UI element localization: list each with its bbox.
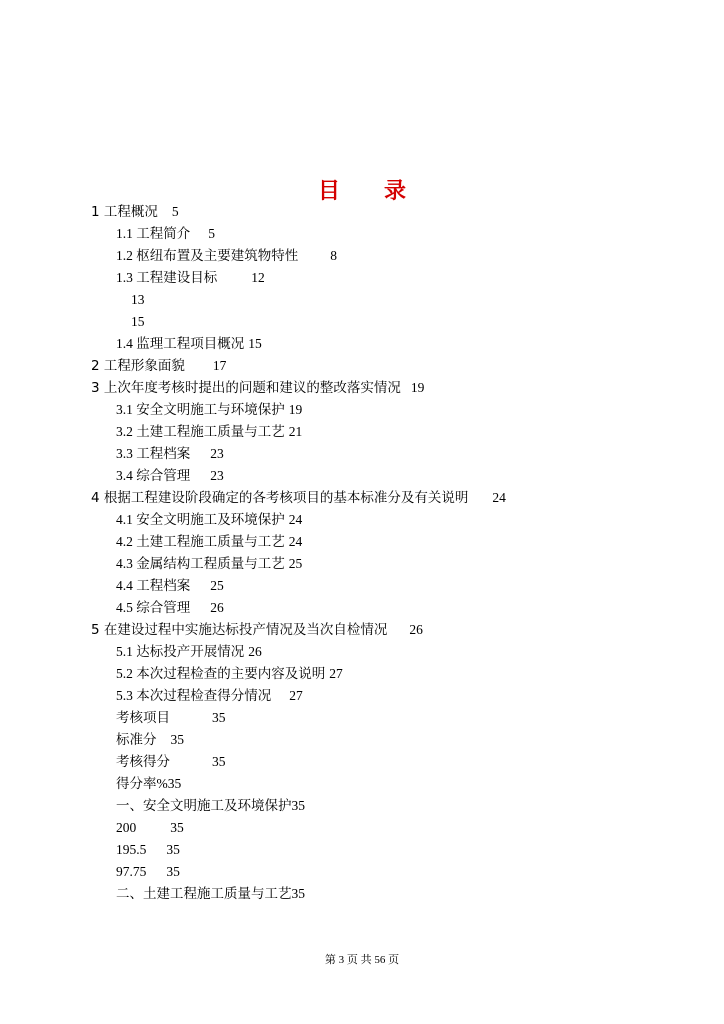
toc-entry-page: 35 bbox=[170, 820, 184, 835]
toc-entry-page: 35 bbox=[212, 710, 226, 725]
toc-entry-page: 8 bbox=[330, 248, 337, 263]
toc-entry-page: 27 bbox=[289, 688, 303, 703]
toc-entry-page: 17 bbox=[212, 358, 227, 373]
page-footer: 第 3 页 共 56 页 bbox=[324, 954, 400, 966]
toc-entry-page: 12 bbox=[251, 270, 265, 285]
toc-entry-4[interactable] bbox=[91, 487, 506, 509]
toc-entry-1-3[interactable] bbox=[116, 267, 265, 289]
toc-entry-5-1[interactable] bbox=[116, 641, 262, 663]
toc-entry-label: 4.3 金属结构工程质量与工艺 bbox=[116, 556, 285, 571]
toc-entry-label: 1.4 监理工程项目概况 bbox=[116, 336, 245, 351]
toc-entry-label: 一、安全文明施工及环境保护 bbox=[116, 798, 292, 813]
toc-entry-page: 24 bbox=[492, 490, 506, 505]
toc-entry-page: 35 bbox=[166, 864, 180, 879]
toc-entry-sub-1[interactable] bbox=[116, 707, 226, 729]
toc-entry-5-2[interactable] bbox=[116, 663, 343, 685]
toc-entry-page: 35 bbox=[167, 776, 182, 791]
toc-entry-3-1[interactable] bbox=[116, 399, 302, 421]
toc-entry-orphan-2[interactable] bbox=[131, 311, 145, 333]
toc-entry-4-3[interactable] bbox=[116, 553, 302, 575]
toc-entry-1-2[interactable] bbox=[116, 245, 337, 267]
toc-entry-label: 4.1 安全文明施工及环境保护 bbox=[116, 512, 285, 527]
toc-entry-orphan-1[interactable] bbox=[131, 289, 145, 311]
toc-entry-sub-6[interactable] bbox=[116, 817, 184, 839]
toc-entry-page: 15 bbox=[131, 314, 145, 329]
toc-entry-3[interactable] bbox=[91, 377, 424, 399]
toc-entry-4-4[interactable] bbox=[116, 575, 224, 597]
toc-entry-page: 19 bbox=[410, 380, 425, 395]
toc-entry-page: 15 bbox=[248, 336, 262, 351]
toc-entry-label: 二、土建工程施工质量与工艺 bbox=[116, 886, 292, 901]
toc-entry-page: 26 bbox=[210, 600, 224, 615]
toc-entry-page: 26 bbox=[409, 622, 423, 637]
toc-entry-page: 23 bbox=[210, 468, 224, 483]
toc-entry-3-2[interactable] bbox=[116, 421, 302, 443]
toc-entry-5[interactable] bbox=[91, 619, 423, 641]
toc-entry-3-4[interactable] bbox=[116, 465, 224, 487]
toc-entry-1[interactable] bbox=[91, 201, 179, 223]
toc-entry-page: 24 bbox=[288, 512, 303, 527]
toc-entry-label: 考核项目 bbox=[116, 710, 170, 725]
toc-entry-label: 195.5 bbox=[116, 842, 147, 857]
toc-entry-label: 标准分 bbox=[116, 732, 157, 747]
toc-entry-4-1[interactable] bbox=[116, 509, 302, 531]
toc-entry-page: 5 bbox=[208, 226, 215, 241]
toc-entry-label: 3 上次年度考核时提出的问题和建议的整改落实情况 bbox=[91, 380, 401, 396]
toc-entry-label: 4.4 工程档案 bbox=[116, 578, 191, 593]
toc-entry-label: 5.3 本次过程检查得分情况 bbox=[116, 688, 272, 703]
toc-entry-page: 35 bbox=[291, 886, 305, 901]
toc-entry-sub-9[interactable] bbox=[116, 883, 305, 905]
toc-entry-page: 13 bbox=[131, 292, 145, 307]
toc-entry-2[interactable] bbox=[91, 355, 226, 377]
toc-entry-sub-2[interactable] bbox=[116, 729, 184, 751]
toc-entry-3-3[interactable] bbox=[116, 443, 224, 465]
toc-entry-1-4[interactable] bbox=[116, 333, 262, 355]
toc-entry-4-5[interactable] bbox=[116, 597, 224, 619]
toc-entry-sub-5[interactable] bbox=[116, 795, 305, 817]
toc-entry-label: 得分率% bbox=[116, 776, 168, 791]
toc-entry-sub-7[interactable] bbox=[116, 839, 180, 861]
toc-entry-page: 35 bbox=[170, 732, 184, 747]
toc-entry-label: 4 根据工程建设阶段确定的各考核项目的基本标准分及有关说明 bbox=[91, 490, 469, 506]
toc-entry-label: 1.2 枢纽布置及主要建筑物特性 bbox=[116, 248, 299, 263]
toc-entry-page: 19 bbox=[288, 402, 303, 417]
toc-entry-label: 3.2 土建工程施工质量与工艺 bbox=[116, 424, 285, 439]
toc-entry-label: 97.75 bbox=[116, 864, 147, 879]
toc-entry-sub-3[interactable] bbox=[116, 751, 226, 773]
toc-entry-page: 35 bbox=[166, 842, 180, 857]
toc-entry-page: 23 bbox=[210, 446, 224, 461]
toc-entry-label: 200 bbox=[116, 820, 137, 835]
toc-title-char-2: 录 bbox=[384, 178, 407, 204]
toc-entry-page: 5 bbox=[171, 204, 179, 219]
toc-entry-page: 21 bbox=[288, 424, 303, 439]
toc-entry-sub-4[interactable] bbox=[116, 773, 181, 795]
toc-entry-label: 3.1 安全文明施工与环境保护 bbox=[116, 402, 285, 417]
toc-entry-label: 1 工程概况 bbox=[91, 204, 158, 220]
toc-entry-sub-8[interactable] bbox=[116, 861, 180, 883]
toc-entry-page: 35 bbox=[291, 798, 305, 813]
toc-entry-label: 4.5 综合管理 bbox=[116, 600, 191, 615]
toc-entry-page: 27 bbox=[329, 666, 343, 681]
toc-entry-label: 考核得分 bbox=[116, 754, 170, 769]
toc-entry-4-2[interactable] bbox=[116, 531, 302, 553]
toc-entry-label: 5.1 达标投产开展情况 bbox=[116, 644, 245, 659]
toc-entry-label: 3.4 综合管理 bbox=[116, 468, 191, 483]
toc-entry-1-1[interactable] bbox=[116, 223, 215, 245]
toc-entry-label: 1.3 工程建设目标 bbox=[116, 270, 218, 285]
toc-entry-label: 3.3 工程档案 bbox=[116, 446, 191, 461]
toc-entry-label: 5.2 本次过程检查的主要内容及说明 bbox=[116, 666, 326, 681]
toc-entry-page: 25 bbox=[288, 556, 303, 571]
toc-entry-label: 5 在建设过程中实施达标投产情况及当次自检情况 bbox=[91, 622, 388, 638]
toc-entry-page: 24 bbox=[288, 534, 303, 549]
toc-entry-page: 35 bbox=[212, 754, 226, 769]
toc-entry-label: 4.2 土建工程施工质量与工艺 bbox=[116, 534, 285, 549]
toc-entry-label: 2 工程形象面貌 bbox=[91, 358, 185, 374]
toc-title-char-1: 目 bbox=[317, 178, 340, 204]
toc-entry-page: 26 bbox=[248, 644, 262, 659]
toc-entry-label: 1.1 工程简介 bbox=[116, 226, 191, 241]
toc-entry-page: 25 bbox=[210, 578, 224, 593]
toc-entry-5-3[interactable] bbox=[116, 685, 303, 707]
